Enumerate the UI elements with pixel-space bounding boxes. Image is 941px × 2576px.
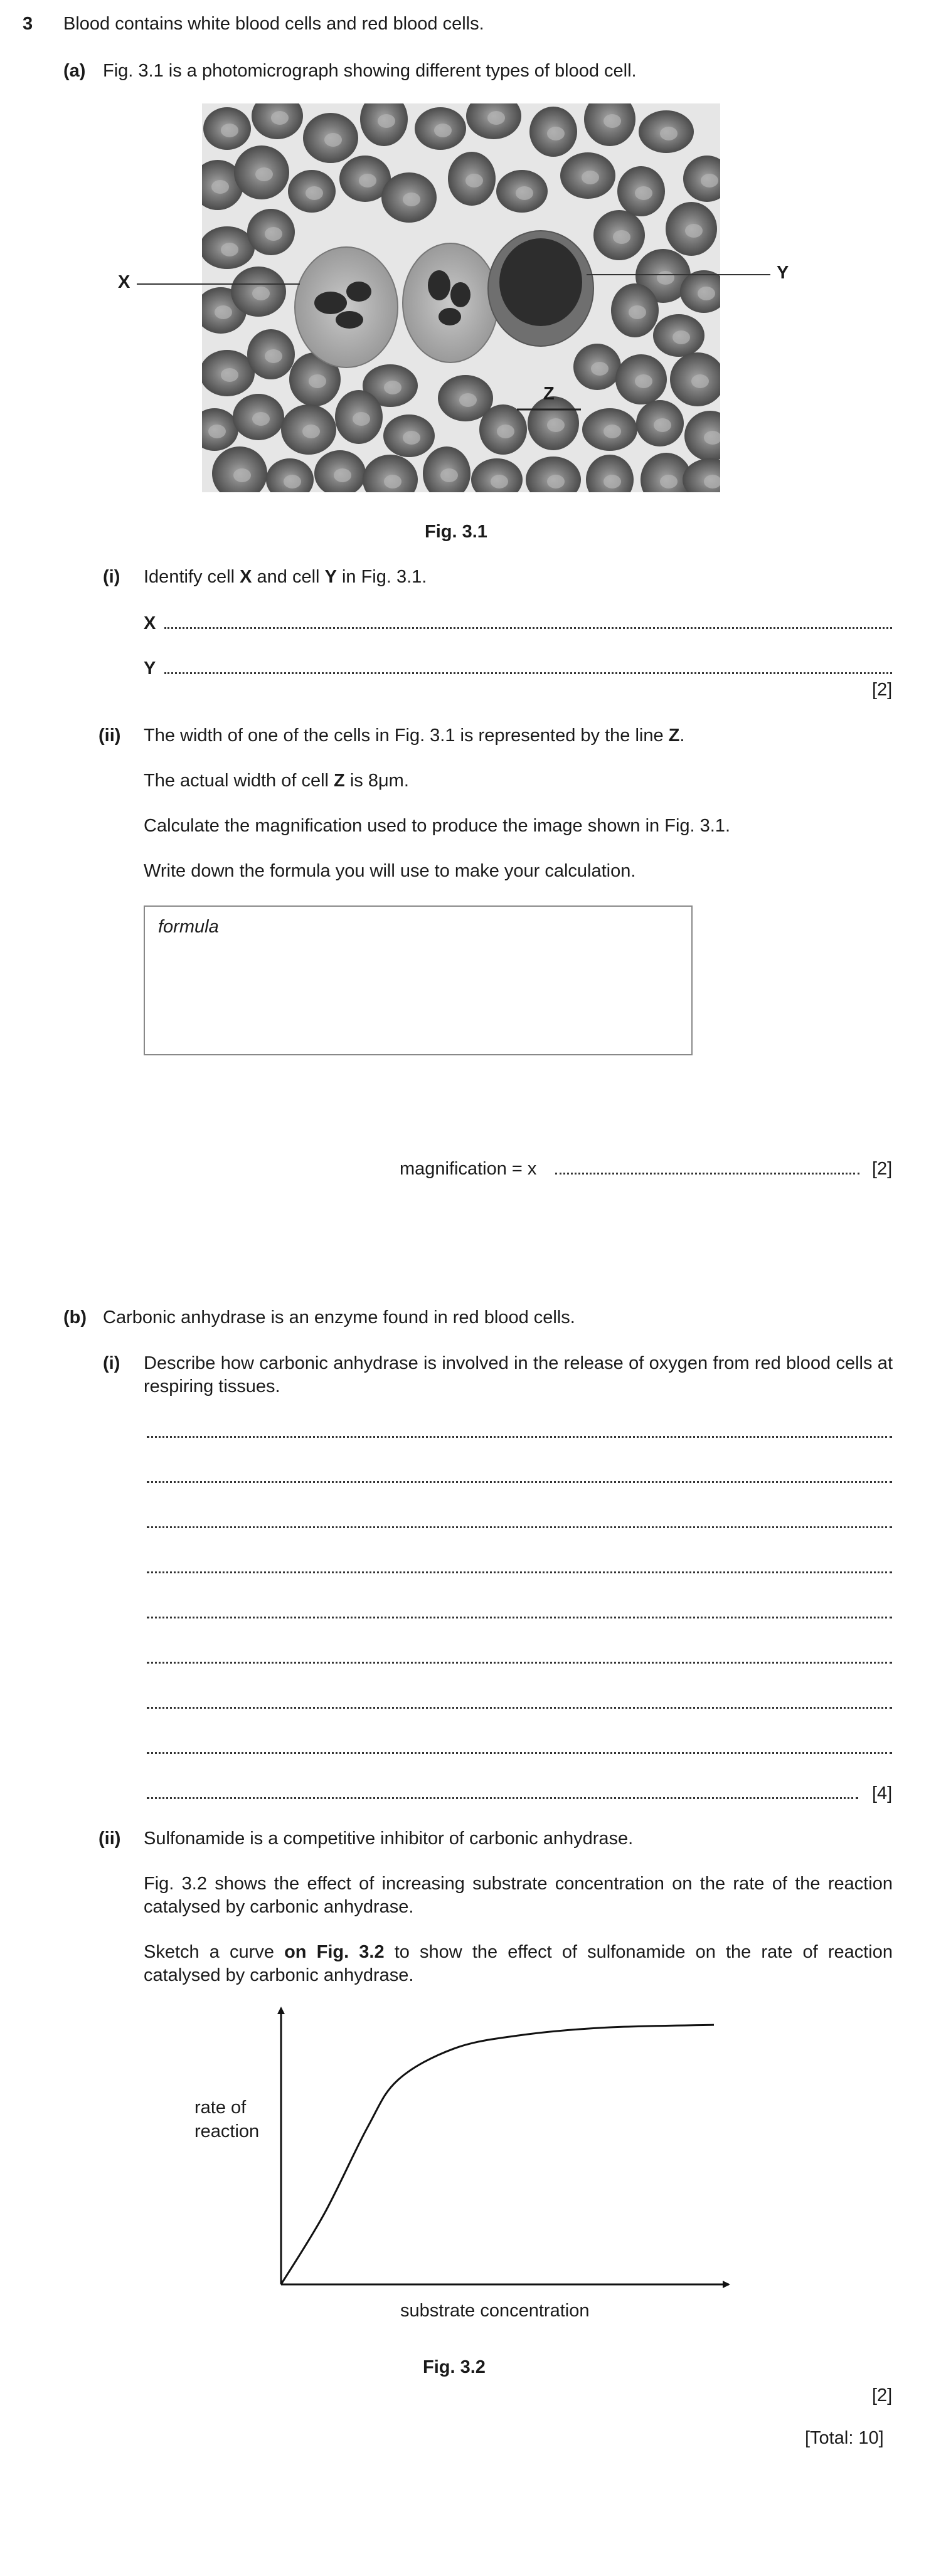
red-blood-cell-centre [591, 362, 609, 376]
red-blood-cell-centre [215, 305, 232, 319]
part-a-ii-line2: The actual width of cell Z is 8μm. [144, 771, 409, 791]
answer-line-4[interactable] [147, 1571, 892, 1573]
red-blood-cell-centre [271, 111, 289, 125]
red-blood-cell-centre [221, 124, 238, 137]
red-blood-cell-centre [547, 418, 565, 432]
red-blood-cell-centre [491, 475, 508, 488]
red-blood-cell-centre [685, 224, 703, 238]
red-blood-cell-centre [384, 381, 401, 394]
red-blood-cell-centre [440, 468, 458, 482]
formula-box-label: formula [158, 917, 219, 937]
red-blood-cell-centre [208, 425, 226, 438]
question-number: 3 [23, 14, 33, 34]
answer-line-9[interactable] [147, 1797, 858, 1799]
part-a-i-marks: [2] [872, 680, 893, 700]
red-blood-cell-centre [378, 114, 395, 128]
magnification-label: magnification = x [400, 1159, 537, 1179]
cell-y-nucleus [499, 238, 582, 326]
part-b-ii-label: (ii) [98, 1829, 121, 1849]
answer-line-6[interactable] [147, 1662, 892, 1664]
red-blood-cell-centre [306, 186, 323, 200]
part-a-label: (a) [63, 61, 86, 81]
part-b-text: Carbonic anhydrase is an enzyme found in red blood cells. [103, 1307, 575, 1328]
red-blood-cell-centre [265, 227, 282, 241]
fig-3-2-chart[interactable] [188, 2000, 753, 2326]
red-blood-cell-centre [465, 174, 483, 187]
neutrophil-cell [403, 243, 498, 362]
part-b-ii-line2: Fig. 3.2 shows the effect of increasing substrate concentration on the rate of the reaction catalysed by carbonic anhydrase. [144, 1874, 893, 1917]
red-blood-cell-centre [660, 127, 678, 140]
red-blood-cell-centre [221, 243, 238, 256]
red-blood-cell-centre [603, 475, 621, 488]
red-blood-cell-centre [284, 475, 301, 488]
answer-line-5[interactable] [147, 1617, 892, 1618]
leader-y [587, 274, 770, 275]
part-b-ii-line3: Sketch a curve on Fig. 3.2 to show the effect of sulfonamide on the rate of reaction catalysed by carbonic anhydrase. [144, 1942, 893, 1985]
fig-3-2-caption: Fig. 3.2 [423, 2357, 486, 2377]
red-blood-cell-centre [497, 425, 514, 438]
x-axis-label: substrate concentration [400, 2301, 590, 2321]
answer-y-line[interactable] [164, 672, 892, 674]
part-a-i-text: Identify cell X and cell Y in Fig. 3.1. [144, 567, 427, 587]
red-blood-cell-centre [403, 193, 420, 206]
part-b-ii-marks: [2] [872, 2385, 893, 2405]
answer-line-3[interactable] [147, 1526, 892, 1528]
red-blood-cell-centre [657, 271, 674, 285]
part-b-ii-line1: Sulfonamide is a competitive inhibitor of carbonic anhydrase. [144, 1829, 634, 1849]
answer-line-1[interactable] [147, 1436, 892, 1438]
cell-x [295, 247, 398, 367]
answer-x-line[interactable] [164, 627, 892, 629]
total-marks: [Total: 10] [805, 2428, 884, 2448]
red-blood-cell-centre [673, 330, 690, 344]
red-blood-cell-centre [603, 114, 621, 128]
red-blood-cell-centre [211, 180, 229, 194]
red-blood-cell-centre [265, 349, 282, 363]
answer-x-label: X [144, 613, 156, 633]
part-a-text: Fig. 3.1 is a photomicrograph showing different types of blood cell. [103, 61, 637, 81]
red-blood-cell-centre [691, 374, 709, 388]
label-z: Z [543, 384, 555, 404]
red-blood-cell-centre [459, 393, 477, 407]
red-blood-cell-centre [302, 425, 320, 438]
red-blood-cell-centre [221, 368, 238, 382]
red-blood-cell-centre [613, 230, 630, 244]
red-blood-cell-centre [434, 124, 452, 137]
y-axis-label-line1: rate of [194, 2098, 247, 2118]
red-blood-cell-centre [654, 418, 671, 432]
question-intro: Blood contains white blood cells and red blood cells. [63, 14, 484, 34]
red-blood-cell-centre [233, 468, 251, 482]
part-a-ii-marks: [2] [872, 1159, 893, 1179]
red-blood-cell-centre [384, 475, 401, 488]
red-blood-cell-centre [309, 374, 326, 388]
y-axis-label-line2: reaction [194, 2121, 260, 2141]
red-blood-cell-centre [629, 305, 646, 319]
red-blood-cell-centre [635, 186, 652, 200]
part-a-ii-label: (ii) [98, 726, 121, 746]
part-b-i-label: (i) [103, 1353, 120, 1373]
part-a-ii-line3: Calculate the magnification used to produce the image shown in Fig. 3.1. [144, 816, 730, 836]
red-blood-cell-centre [255, 167, 273, 181]
red-blood-cell-centre [353, 412, 370, 426]
fig-3-1-caption: Fig. 3.1 [425, 522, 487, 542]
part-b-i-text: Describe how carbonic anhydrase is involved in the release of oxygen from red blood cells at respiring tissues. [144, 1353, 893, 1396]
red-blood-cell-centre [252, 287, 270, 300]
answer-line-8[interactable] [147, 1752, 892, 1754]
red-blood-cell-centre [660, 475, 678, 488]
red-blood-cell-centre [635, 374, 652, 388]
red-blood-cell-centre [603, 425, 621, 438]
red-blood-cell-centre [547, 127, 565, 140]
red-blood-cell-centre [547, 475, 565, 488]
part-a-ii-line1: The width of one of the cells in Fig. 3.1 is represented by the line Z. [144, 726, 685, 746]
label-x: X [118, 272, 130, 292]
part-b-label: (b) [63, 1307, 87, 1328]
answer-line-7[interactable] [147, 1707, 892, 1709]
part-b-i-marks: [4] [872, 1783, 893, 1803]
red-blood-cell-centre [324, 133, 342, 147]
red-blood-cell-centre [516, 186, 533, 200]
label-y: Y [777, 263, 789, 283]
red-blood-cell-centre [582, 171, 599, 184]
red-blood-cell-centre [359, 174, 376, 187]
answer-line-2[interactable] [147, 1481, 892, 1483]
part-a-ii-line4: Write down the formula you will use to make your calculation. [144, 861, 636, 881]
red-blood-cell-centre [698, 287, 715, 300]
part-a-i-label: (i) [103, 567, 120, 587]
red-blood-cell-centre [701, 174, 718, 187]
answer-y-label: Y [144, 658, 156, 678]
rate-curve [281, 2025, 714, 2284]
red-blood-cell-centre [487, 111, 505, 125]
magnification-answer-line[interactable] [555, 1173, 859, 1175]
red-blood-cell-centre [334, 468, 351, 482]
leader-x [137, 283, 300, 285]
red-blood-cell-centre [403, 431, 420, 445]
red-blood-cell-centre [252, 412, 270, 426]
formula-box[interactable] [144, 905, 693, 1055]
y-axis-label [194, 2096, 259, 2143]
blood-cell-photomicrograph [202, 103, 720, 492]
